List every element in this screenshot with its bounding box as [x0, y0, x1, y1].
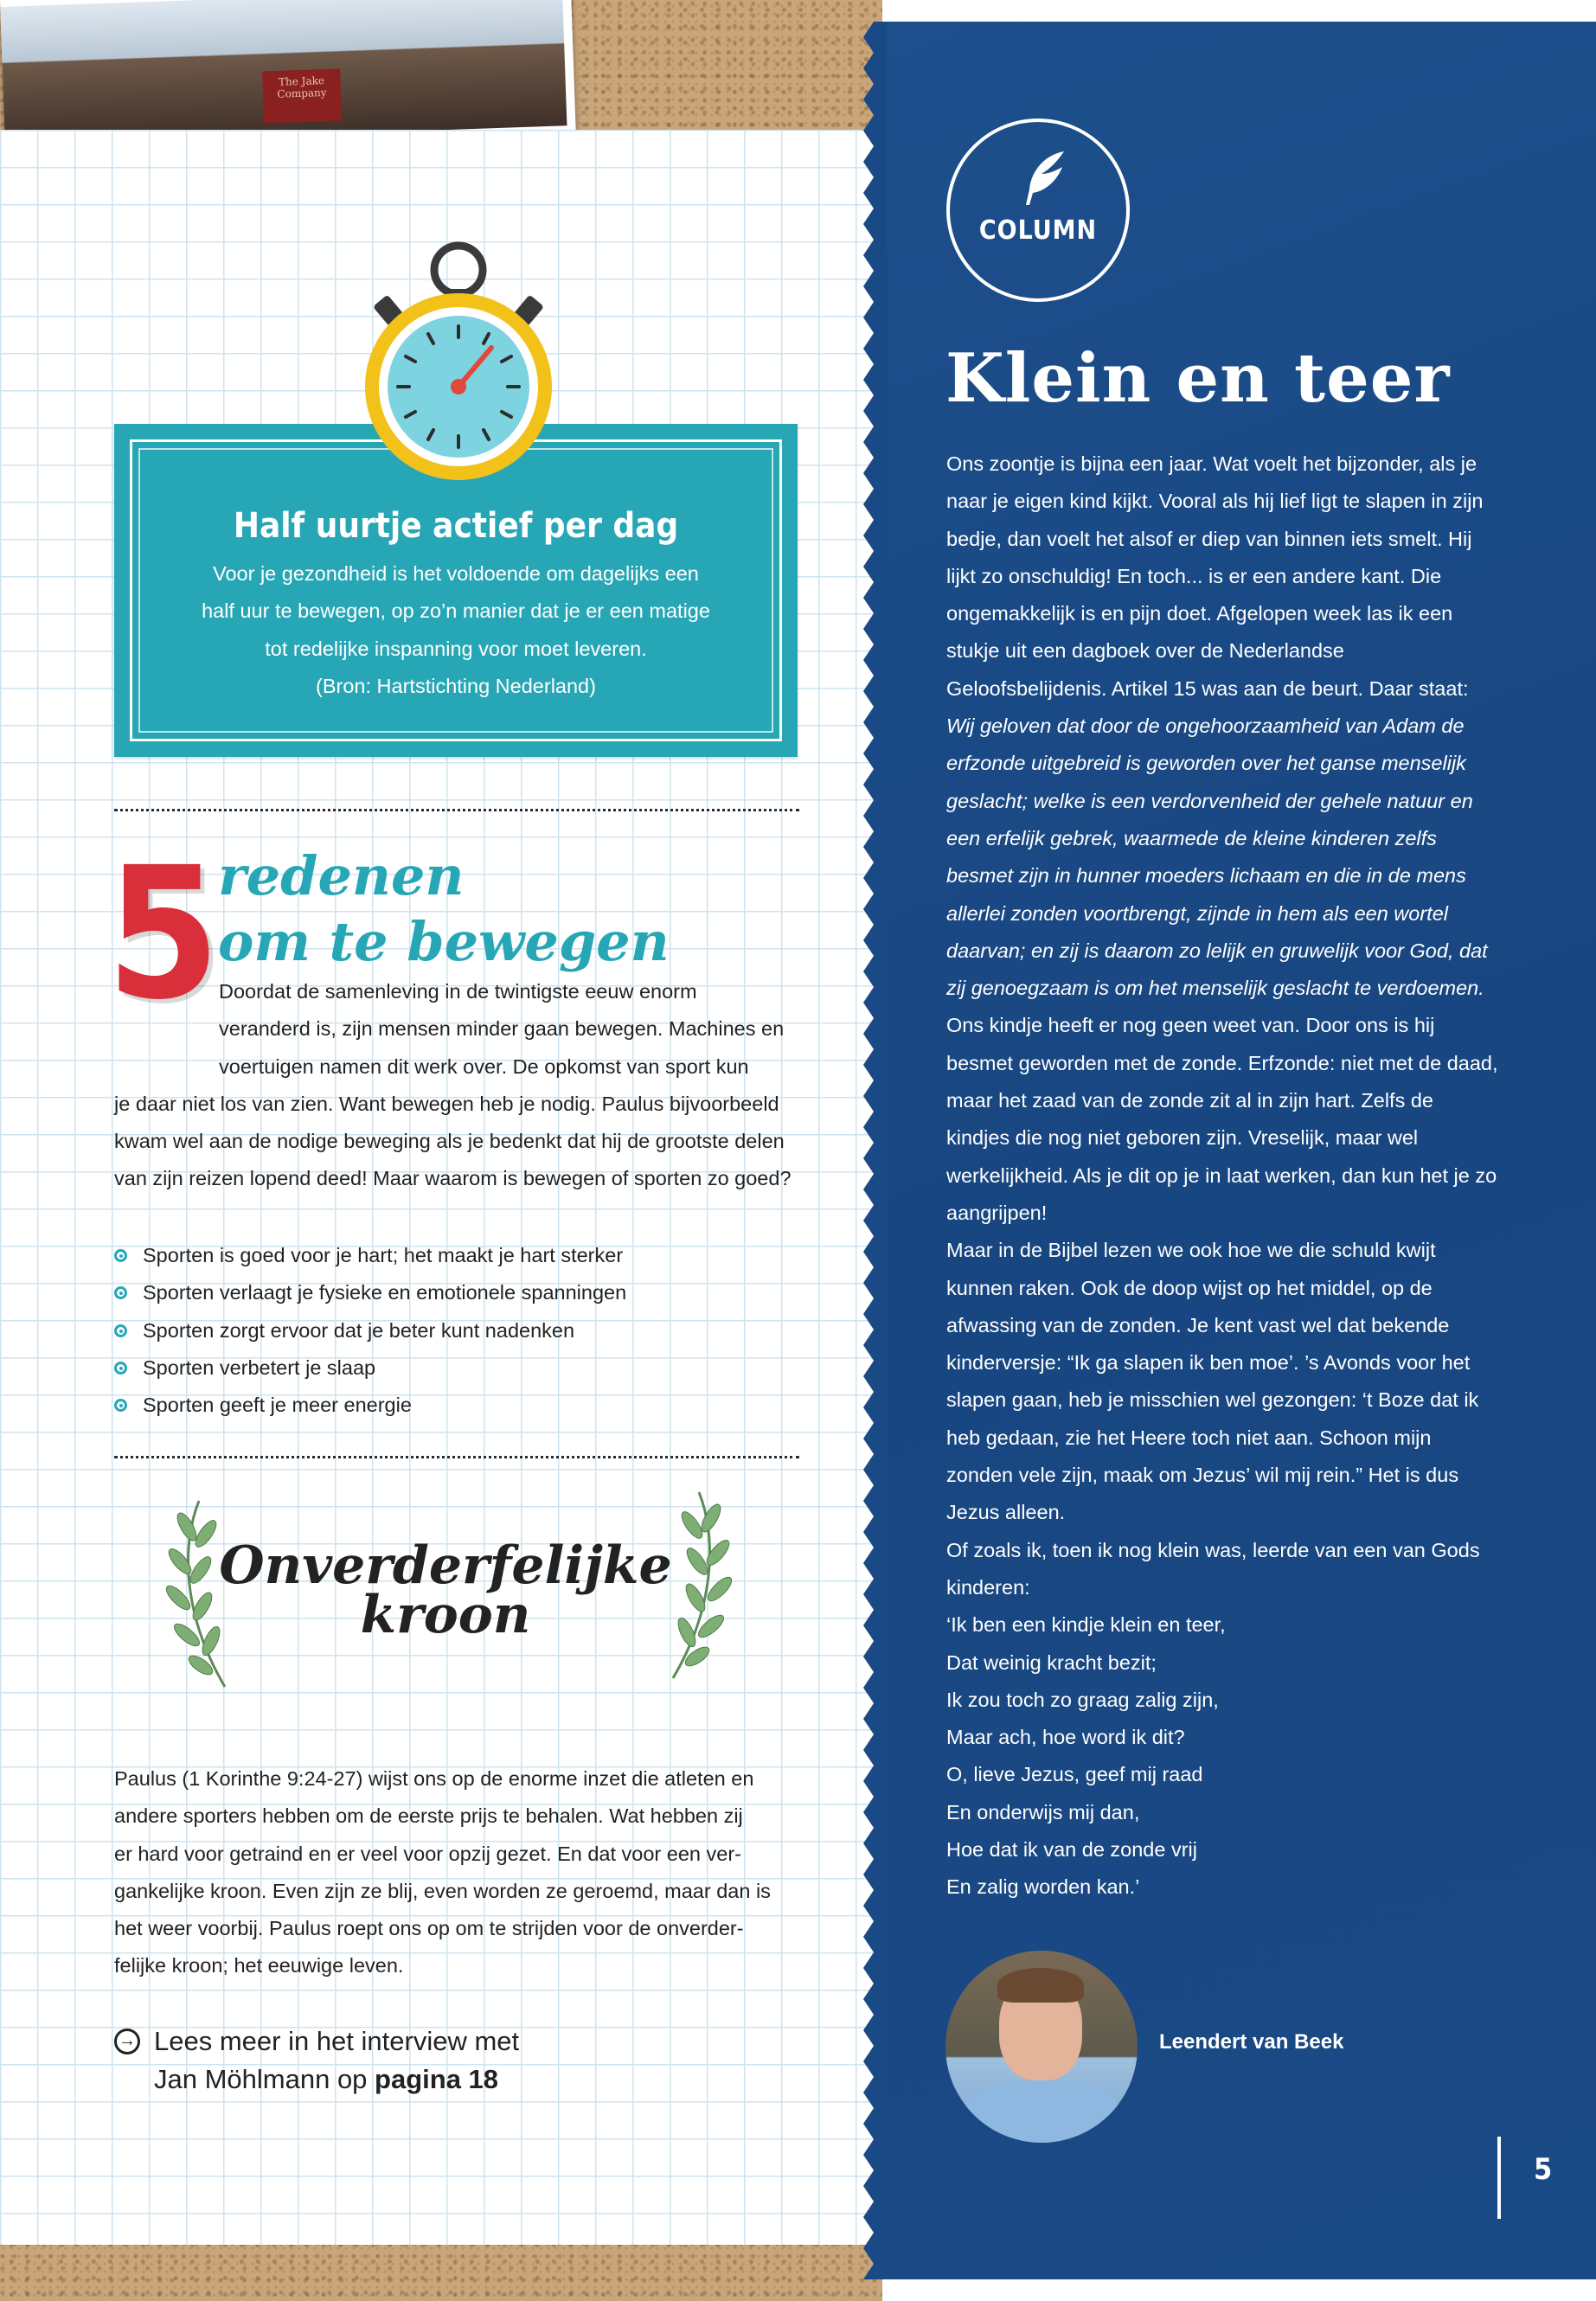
poem-line: ‘Ik ben een kindje klein en teer,	[946, 1613, 1226, 1637]
intro-line: voertuigen namen dit werk over. De opkomst van sport kun	[219, 1054, 749, 1078]
dotted-separator	[114, 1456, 799, 1458]
crown-title-line: kroon	[360, 1585, 531, 1645]
list-item-text: Sporten zorgt ervoor dat je beter kunt nadenken	[143, 1318, 575, 1342]
poem-line: Maar ach, hoe word ik dit?	[946, 1726, 1185, 1749]
reasons-list	[114, 1237, 626, 1424]
column-badge-label: COLUMN	[978, 215, 1098, 246]
crown-text	[114, 1760, 806, 1985]
reasons-title-line: redenen	[218, 844, 465, 907]
page-number: 5	[1534, 2152, 1553, 2187]
crown-line: felijke kroon; het eeuwige leven.	[114, 1954, 404, 1977]
crown-title-line: Onverderfelijke	[219, 1535, 672, 1596]
author-hair	[997, 1968, 1084, 2003]
poem-line: Dat weinig kracht bezit;	[946, 1650, 1157, 1674]
intro-line: veranderd is, zijn mensen minder gaan bewegen. Machines en	[219, 1017, 785, 1041]
dotted-separator	[114, 809, 799, 811]
author-avatar	[945, 1951, 1138, 2143]
reasons-intro	[114, 973, 806, 1198]
page-number-divider	[1497, 2137, 1501, 2219]
tip-box-source: (Bron: Hartstichting Nederland)	[316, 674, 596, 697]
poem-line: Ik zou toch zo graag zalig zijn,	[946, 1688, 1219, 1711]
reasons-title-line: om te bewegen	[218, 910, 670, 973]
photo-snapshot	[0, 0, 576, 151]
tip-box-title: Half uurtje actief per dag	[233, 506, 679, 546]
bullet-icon	[114, 1249, 127, 1262]
crown-line: er hard voor getraind en er veel voor opzij gezet. En dat voor een ver-	[114, 1842, 741, 1865]
read-more-link[interactable]	[114, 2022, 519, 2099]
column-paragraph: Of zoals ik, toen ik nog klein was, leerde van een van Gods kinderen:	[946, 1538, 1480, 1599]
list-item	[114, 1237, 626, 1274]
poem-line: Hoe dat ik van de zonde vrij	[946, 1837, 1197, 1861]
photo-sign-line: The Jake	[278, 74, 325, 88]
photo-sign-line: Company	[277, 86, 327, 100]
crown-line: Paulus (1 Korinthe 9:24-27) wijst ons op de enorme inzet die atleten en	[114, 1767, 754, 1790]
read-more-prefix: Jan Möhlmann op	[154, 2064, 375, 2094]
arrow-right-icon: →	[114, 2029, 140, 2054]
crown-line: het weer voorbij. Paulus roept ons op om te strijden voor de onverder-	[114, 1917, 744, 1940]
list-item-text: Sporten verbetert je slaap	[143, 1356, 376, 1379]
photo-image	[0, 0, 567, 145]
intro-line: van zijn reizen lopend deed! Maar waarom is bewegen of sporten zo goed?	[114, 1167, 792, 1190]
list-item	[114, 1349, 626, 1387]
bullet-icon	[114, 1399, 127, 1412]
big-number-five: 5	[106, 828, 215, 1040]
column-title: Klein en teer	[945, 339, 1451, 418]
crown-title	[173, 1535, 718, 1645]
column-paragraph: Maar in de Bijbel lezen we ook hoe we die schuld kwijt kunnen raken. Ook de doop wijst op het middel, op de afwassing van de zonden. Je kent vast wel dat bekende kinderversje: “Ik ga slapen ik ben moe’. ’s Avonds voor het slapen gaan, heb je misschien wel gezongen: ‘t Boze dat ik heb gedaan, zie het Heere toch niet aan. Schoon mijn zonden vele zijn, maak om Jezus’ wil mij rein.” Het is dus Jezus alleen.	[946, 1239, 1479, 1524]
bullet-icon	[114, 1286, 127, 1299]
crown-line: andere sporters hebben om de eerste prijs te behalen. Wat hebben zij	[114, 1804, 743, 1828]
stopwatch-icon	[346, 227, 571, 486]
column-body	[946, 445, 1500, 1907]
read-more-page: pagina 18	[375, 2064, 499, 2094]
poem-line: En zalig worden kan.’	[946, 1875, 1140, 1899]
read-more-line: Lees meer in het interview met	[154, 2026, 520, 2056]
tip-box-line: tot redelijke inspanning voor moet leveren.	[265, 637, 647, 660]
tip-box-text	[166, 555, 746, 705]
column-quote: Wij geloven dat door de ongehoorzaamheid van Adam de erfzonde uitgebreid is geworden over het ganse menselijk geslacht; welke is een verdorvenheid der gehele natuur en een erfelijk gebrek, waarmede de kleine kinderen zelfs besmet zijn in hunner moeders lichaam en die in de mens allerlei zonden voortbrengt, zijnde in hem als een wortel daarvan; en zij is daarom zo lelijk en gruwelijk voor God, dat zij genoegzaam is om het menselijk geslacht te verdoemen.	[946, 715, 1488, 1000]
column-badge	[946, 119, 1130, 302]
column-paragraph	[946, 445, 1500, 1232]
list-item-text: Sporten is goed voor je hart; het maakt je hart sterker	[143, 1244, 624, 1266]
tip-box-line: Voor je gezondheid is het voldoende om dagelijks een	[213, 562, 699, 585]
column-paragraph-lead: Ons zoontje is bijna een jaar. Wat voelt het bijzonder, als je naar je eigen kind kijkt. Vooral als hij lief ligt te slapen in zijn bedje, dan voelt het alsof er diep van binnen iets smelt. Hij lijkt zo onschuldig! En toch... is er een andere kant. Die ongemakkelijk is en pijn doet. Afgelopen week las ik een stukje uit een dagboek over de Nederlandse Geloofsbelijdenis. Artikel 15 was aan de beurt. Daar staat:	[946, 452, 1484, 700]
intro-line: kwam wel aan de nodige beweging als je bedenkt dat hij de grootste delen	[114, 1130, 785, 1153]
list-item-text: Sporten geeft je meer energie	[143, 1394, 412, 1417]
list-item	[114, 1274, 626, 1311]
feather-icon	[1019, 148, 1071, 208]
author-name: Leendert van Beek	[1159, 2030, 1344, 2054]
read-more-line	[114, 2061, 519, 2099]
list-item	[114, 1387, 626, 1424]
intro-line: je daar niet los van zien. Want bewegen heb je nodig. Paulus bijvoorbeeld	[114, 1092, 779, 1115]
list-item-text: Sporten verlaagt je fysieke en emotionele spanningen	[143, 1281, 627, 1304]
author-shirt	[963, 2080, 1120, 2143]
bullet-icon	[114, 1362, 127, 1375]
intro-line: Doordat de samenleving in de twintigste eeuw enorm	[219, 980, 697, 1003]
poem-line: En onderwijs mij dan,	[946, 1800, 1140, 1823]
reasons-title	[218, 843, 670, 975]
tip-box-line: half uur te bewegen, op zo’n manier dat je er een matige	[202, 599, 710, 623]
zigzag-edge	[861, 22, 887, 2279]
bullet-icon	[114, 1324, 127, 1337]
list-item	[114, 1312, 626, 1349]
poem-line: O, lieve Jezus, geef mij raad	[946, 1763, 1203, 1786]
photo-sign	[262, 68, 342, 123]
crown-line: gankelijke kroon. Even zijn ze blij, even worden ze geroemd, maar dan is	[114, 1879, 771, 1902]
column-paragraph-tail: Ons kindje heeft er nog geen weet van. Door ons is hij besmet geworden met de zonde. Erfzonde: niet met de daad, maar het zaad van de zonde zit al in zijn hart. Zelfs de kindjes die nog niet geboren zijn. Vreselijk, maar wel werkelijkheid. Als je dit op je in laat werken, dan kun het je zo aangrijpen!	[946, 1014, 1498, 1224]
